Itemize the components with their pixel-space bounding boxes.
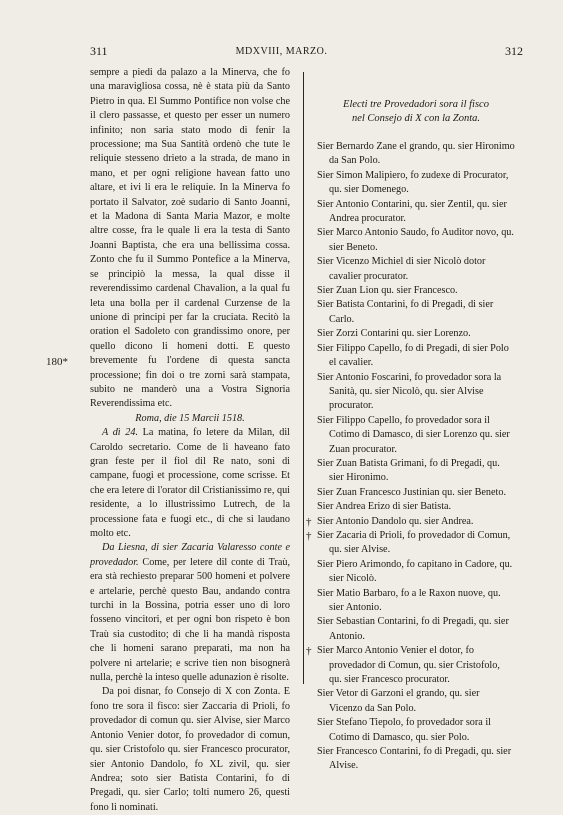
candidate-text: Sier Antonio Contarini, qu. sier Zentil, qu. sier Andrea procurator. — [317, 198, 507, 225]
candidate-entry — [317, 587, 515, 616]
paragraph-lead: Da Liesna, di sier Zacaria Valaresso conte e provedador. — [90, 542, 290, 568]
dagger-mark: † — [306, 515, 312, 528]
candidate-text: Sier Marco Antonio Venier el dotor, fo provedador di Comun, qu. sier Cristofolo, qu. sier Francesco procurator. — [317, 645, 500, 686]
candidate-entry — [306, 529, 515, 558]
candidate-text: Sier Bernardo Zane el grando, qu. sier Hironimo da San Polo. — [317, 141, 515, 167]
candidate-text: Sier Zuan Francesco Justinian qu. sier Beneto. — [317, 486, 506, 498]
candidate-text: Sier Antonio Foscarini, fo provedador sora la Sanità, qu. sier Nicolò, qu. sier Alvise procurator. — [317, 371, 502, 412]
candidate-text: Sier Vicenzo Michiel di sier Nicolò dotor cavalier procurator. — [317, 256, 486, 282]
candidate-text: Sier Zuan Lion qu. sier Francesco. — [317, 285, 458, 297]
paragraph — [90, 426, 290, 541]
running-header: MDXVIII, MARZO. — [235, 46, 328, 57]
candidate-entry — [317, 371, 515, 414]
dagger-mark: † — [306, 645, 312, 658]
candidate-text: Sier Simon Malipiero, fo zudexe di Procurator, qu. sier Domenego. — [317, 169, 509, 196]
candidate-text: Sier Zorzi Contarini qu. sier Lorenzo. — [317, 328, 471, 340]
section-title-line: Electi tre Provedadori sora il fisco — [343, 99, 489, 110]
section-title-line: nel Consejo di X con la Zonta. — [351, 113, 481, 124]
margin-folio-note: 180* — [46, 356, 68, 368]
candidate-text: Sier Sebastian Contarini, fo di Pregadi, qu. sier Antonio. — [317, 616, 509, 642]
section-title — [317, 98, 515, 126]
candidate-text: Sier Filippo Capello, fo provedador sora il Cotimo di Damasco, di sier Lorenzo qu. sier Zuan procurator. — [317, 414, 510, 455]
paragraph-continuation: sempre a piedi da palazo a la Minerva, che fo una maravigliosa cossa, nè è stata più da Santo Pietro in qua. El Summo Pontifice non volse che il clero passasse, et questo per esser un numero infinito; non saria stato modo di fenir la processione; ma Sua Santità ordenò che tute le reliquie stesseno drieto a la strada, de mano in mano, et per ogni religione havean fatto uno altare, et ivi li era le reliquie. In la Minerva fo portato il Salvator, zoè sudario di Santo Joanni, et la Madona di Santa Maria Mazor, e molte altre cosse, fra le quale li era la testa di Santo Joanni Baptista, che era una bellissima cossa. Zonto che fu il Summo Pontefice a la Minerva, se principiò la messa, la qual disse il reverendissimo cardenal Chavalion, a la qual fu leta una bolla per il cardenal Curzense de la unione di principi per far la cruciata. Recitò la oration el Sadoleto con grandissimo onore, per quello dicono li homeni dotti. E questo brevemente fu l'ordene di questa sancta processione; fin doi o tre zorni sarà stampata, subito ne manderò una a Vostra Signoria Reverendissima etc. — [90, 67, 290, 410]
candidate-text: Sier Francesco Contarini, fo di Pregadi, qu. sier Alvise. — [317, 746, 512, 772]
candidate-entry — [317, 486, 515, 500]
paragraph — [90, 685, 290, 815]
letter-signature: Roma, die 15 Marcii 1518. — [135, 412, 245, 424]
candidate-text: Sier Andrea Erizo di sier Batista. — [317, 501, 452, 513]
candidate-text: Sier Matio Barbaro, fo a le Raxon nuove, qu. sier Antonio. — [317, 587, 501, 613]
candidate-entry — [317, 414, 515, 457]
candidate-entry — [317, 342, 515, 371]
candidate-text: Sier Zuan Batista Grimani, fo di Pregadi, qu. sier Hironimo. — [317, 457, 500, 484]
candidate-entry — [317, 615, 515, 644]
candidate-entry — [317, 457, 515, 486]
candidate-text: Sier Filippo Capello, fo di Pregadi, di sier Polo el cavalier. — [317, 342, 509, 369]
paragraph-body: Da poi disnar, fo Consejo di X con Zonta. E fono tre sora il fisco: sier Zaccaria di Prioli, fo provedador di comun qu. sier Alvise, sier Marco Antonio Venier dotor, fo provedador di comun, qu. sier Cristofolo qu. sier Francesco procurator, sier Antonio Dandolo, fo XL zivil, qu. sier Andrea; soto sier Batista Contarini, fo di Pregadi, qu. sier Carlo; tolti numero 26, questi fono li nominati. — [90, 686, 290, 813]
candidate-entry — [317, 226, 515, 255]
candidate-text: Sier Zacaria di Prioli, fo provedador di Comun, qu. sier Alvise. — [317, 529, 511, 556]
candidate-text: Sier Stefano Tiepolo, fo provedador sora il Cotimo di Damasco, qu. sier Polo. — [317, 717, 492, 743]
candidate-entry — [317, 500, 515, 514]
candidate-entry — [317, 298, 515, 327]
column-divider — [303, 72, 304, 684]
candidate-entry — [317, 140, 515, 169]
paragraph-body: Come, per letere dil conte di Traù, era stà rechiesto preparar 500 homeni et polvere e artelarie, perchè questo Bau, andando contra turchi in la Bossina, potria esser uno di loro fosseno vincitori, et per ogni bon rispeto è bon Traù sia custodito; di che li ha mandà risposta che li homeni sarano preparati, ma non ha polvere ni artelarie; e scrive tien non bisognerà nulla, perchè la inteso quelle adunazion è risolte. — [90, 556, 290, 684]
candidate-entry — [317, 558, 515, 587]
candidate-entry — [317, 716, 515, 745]
candidate-entry — [306, 515, 515, 529]
candidate-entry — [306, 644, 515, 687]
candidate-entry — [317, 687, 515, 716]
candidate-entry — [317, 198, 515, 227]
candidate-text: Sier Batista Contarini, fo di Pregadi, di sier Carlo. — [317, 299, 494, 325]
candidate-entry — [317, 169, 515, 198]
left-column — [90, 66, 290, 815]
left-page-number: 311 — [90, 44, 108, 58]
candidate-entry — [317, 284, 515, 298]
paragraph-lead: A dì 24. — [102, 427, 139, 439]
candidate-text: Sier Piero Arimondo, fo capitano in Cadore, qu. sier Nicolò. — [317, 558, 513, 585]
candidate-text: Sier Antonio Dandolo qu. sier Andrea. — [317, 515, 474, 527]
right-page-number: 312 — [505, 44, 523, 58]
candidate-text: Sier Marco Antonio Saudo, fo Auditor novo, qu. sier Beneto. — [317, 227, 514, 253]
candidate-entry — [317, 255, 515, 284]
candidate-entry — [317, 745, 515, 774]
dagger-mark: † — [306, 529, 312, 542]
paragraph — [90, 541, 290, 685]
candidate-list — [306, 140, 515, 774]
candidate-entry — [317, 327, 515, 341]
paragraph-body: La matina, fo letere da Milan, dil Caroldo secretario. Come de li haveano fato gran feste per il fiol dil Re nato, soni di campane, fuogi et processione, come scrisse. Et che era letere di l'orator dil Cristianissimo re, qui residente, a lo illustrissimo Lutrech, de la processione fata e fuogi etc., di che si laudano molto etc. — [90, 427, 290, 539]
candidate-text: Sier Vetor di Garzoni el grando, qu. sier Vicenzo da San Polo. — [317, 688, 480, 714]
